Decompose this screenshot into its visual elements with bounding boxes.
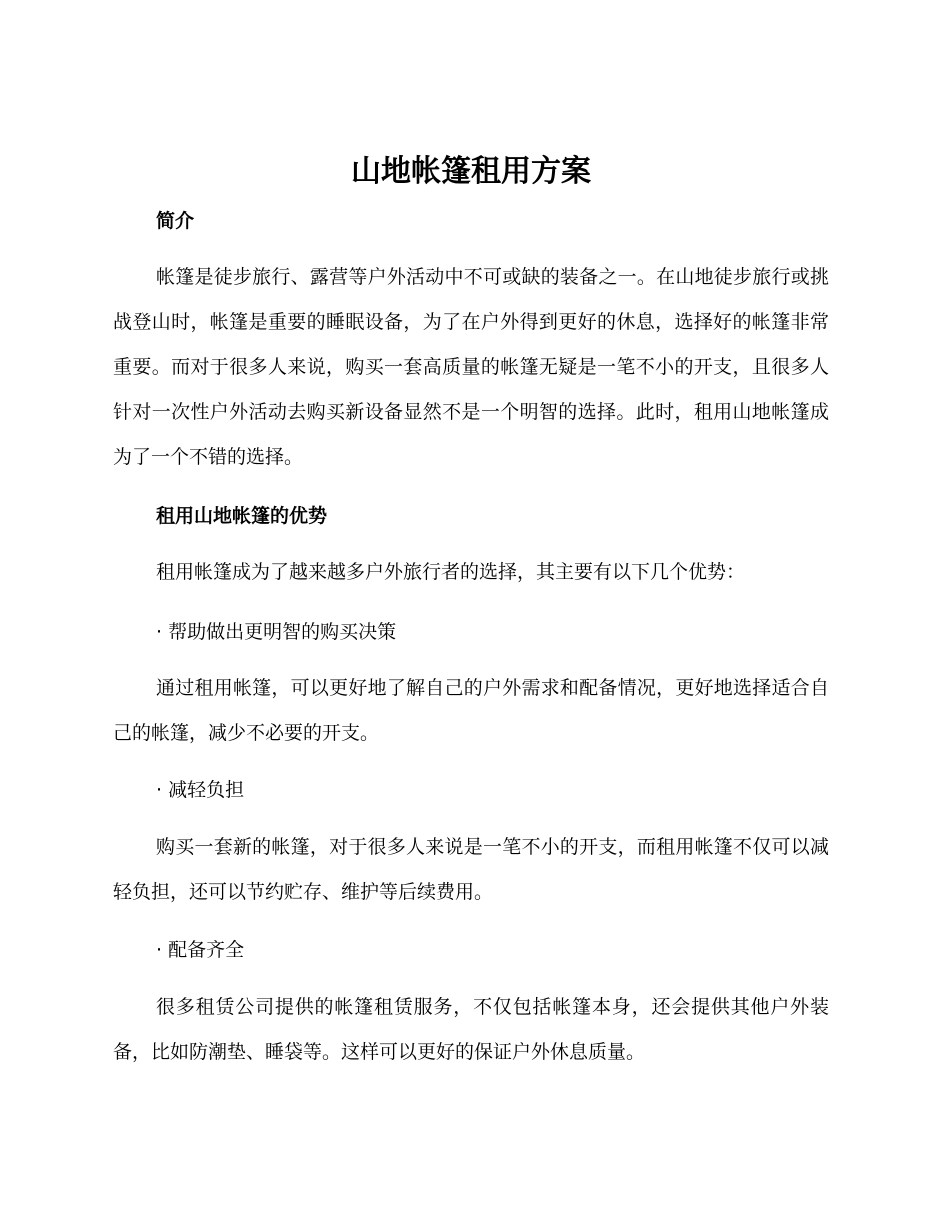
advantage-point-text: 购买一套新的帐篷，对于很多人来说是一笔不小的开支，而租用帐篷不仅可以减轻负担，还可以节约贮存、维护等后续费用。 <box>113 836 829 903</box>
advantage-point-label: · 帮助做出更明智的购买决策 <box>156 621 397 643</box>
advantage-point-label: · 配备齐全 <box>156 939 245 961</box>
intro-paragraph: 帐篷是徒步旅行、露营等户外活动中不可或缺的装备之一。在山地徒步旅行或挑战登山时，帐篷是重要的睡眠设备，为了在户外得到更好的休息，选择好的帐篷非常重要。而对于很多人来说，购买一套高质量的帐篷无疑是一笔不小的开支，且很多人针对一次性户外活动去购买新设备显然不是一个明智的选择。此时，租用山地帐篷成为了一个不错的选择。 <box>113 266 829 468</box>
advantage-point-label: · 减轻负担 <box>156 779 245 801</box>
section-heading-advantages: 租用山地帐篷的优势 <box>156 505 328 527</box>
advantages-intro-paragraph: 租用帐篷成为了越来越多户外旅行者的选择，其主要有以下几个优势： <box>156 561 746 583</box>
advantage-point-text: 很多租赁公司提供的帐篷租赁服务，不仅包括帐篷本身，还会提供其他户外装备，比如防潮垫、睡袋等。这样可以更好的保证户外休息质量。 <box>113 996 829 1063</box>
section-heading-intro: 简介 <box>156 210 195 232</box>
advantage-point-text: 通过租用帐篷，可以更好地了解自己的户外需求和配备情况，更好地选择适合自己的帐篷，减少不必要的开支。 <box>113 677 829 744</box>
document-title: 山地帐篷租用方案 <box>351 154 591 189</box>
